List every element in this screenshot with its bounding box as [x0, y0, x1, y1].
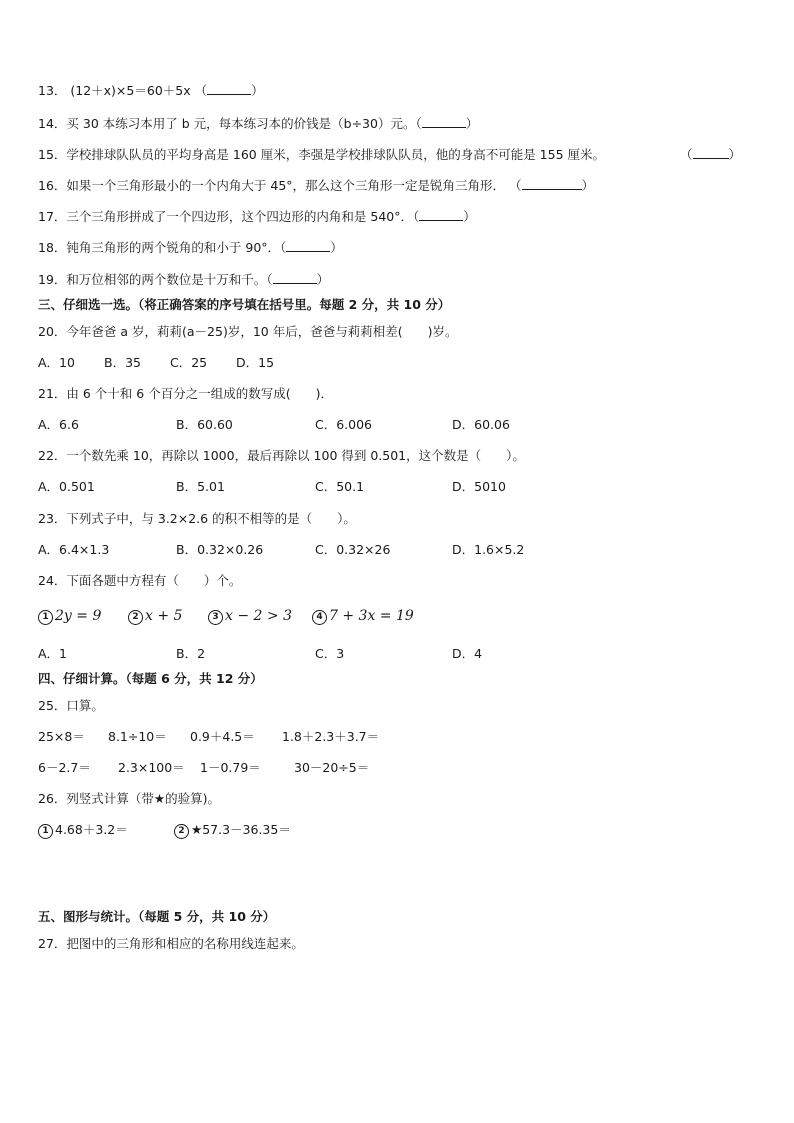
q21-option-b[interactable]: B．60.60: [176, 417, 233, 432]
section-3-title: 三、仔细选一选。（将正确答案的序号填在括号里。每题 2 分，共 10 分）: [38, 297, 451, 312]
question-26-stem: 26．列竖式计算（带★的验算)。: [38, 791, 220, 806]
q26-item-2: [174, 822, 291, 839]
question-27-stem: 27．把图中的三角形和相应的名称用线连起来。: [38, 936, 304, 951]
question-text: 14．买 30 本练习本用了 b 元，每本练习本的价钱是（b÷30）元。（: [38, 116, 422, 131]
q22-option-b[interactable]: B．5.01: [176, 479, 225, 494]
question-text: 18．钝角三角形的两个锐角的和小于 90°．（: [38, 240, 287, 255]
q24-item-4: [312, 608, 414, 625]
q25-calc: 6－2.7＝: [38, 760, 91, 775]
question-15: [38, 147, 605, 163]
q21-option-c[interactable]: C．6.006: [315, 417, 373, 432]
q23-option-b[interactable]: B．0.32×0.26: [176, 542, 264, 557]
question-text: 16．如果一个三角形最小的一个内角大于 45°，那么这个三角形一定是锐角三角形． （: [38, 178, 522, 193]
question-17: 17．三个三角形拼成了一个四边形，这个四边形的内角和是 540°．（ ）: [38, 209, 476, 224]
q25-calc: 8.1÷10＝: [108, 729, 167, 744]
q21-option-a[interactable]: A．6.6: [38, 417, 79, 432]
q21-option-d[interactable]: D．60.06: [452, 417, 510, 432]
q24-option-d[interactable]: D．4: [452, 646, 483, 661]
q24-item-3: [208, 608, 292, 625]
answer-blank[interactable]: [286, 241, 330, 252]
question-19: 19．和万位相邻的两个数位是十万和千。（ ）: [38, 272, 330, 287]
circled-number: 2: [174, 824, 189, 839]
question-21-stem: 21．由 6 个十和 6 个百分之一组成的数写成( )．: [38, 386, 333, 401]
math-expression: 2y = 9: [55, 608, 102, 624]
question-text: 17．三个三角形拼成了一个四边形，这个四边形的内角和是 540°．（: [38, 209, 420, 224]
q24-option-a[interactable]: A．1: [38, 646, 68, 661]
question-20-stem: 20．今年爸爸 a 岁，莉莉(a－25)岁，10 年后，爸爸与莉莉相差( )岁。: [38, 324, 458, 339]
q22-option-a[interactable]: A．0.501: [38, 479, 95, 494]
q23-option-d[interactable]: D．1.6×5.2: [452, 542, 525, 557]
q25-calc: 1－0.79＝: [200, 760, 261, 775]
q25-calc: 0.9＋4.5＝: [190, 729, 255, 744]
q20-option-a[interactable]: A．10: [38, 355, 75, 370]
answer-blank[interactable]: [273, 273, 317, 284]
question-14: 14．买 30 本练习本用了 b 元，每本练习本的价钱是（b÷30）元。（ ）: [38, 116, 479, 131]
question-16: 16．如果一个三角形最小的一个内角大于 45°，那么这个三角形一定是锐角三角形． （ ）: [38, 178, 595, 193]
q24-item-2: [128, 608, 182, 625]
q24-option-c[interactable]: C．3: [315, 646, 345, 661]
question-18: 18．钝角三角形的两个锐角的和小于 90°．（ ）: [38, 240, 343, 255]
calc-expression: 4.68＋3.2＝: [55, 822, 128, 837]
question-23-stem: 23．下列式子中，与 3.2×2.6 的积不相等的是（ ）。: [38, 511, 356, 526]
q24-option-b[interactable]: B．2: [176, 646, 206, 661]
circled-number: 4: [312, 610, 327, 625]
q23-option-c[interactable]: C．0.32×26: [315, 542, 391, 557]
math-expression: x + 5: [145, 608, 183, 624]
question-15-answer: （ ）: [680, 147, 742, 162]
answer-blank[interactable]: [419, 210, 463, 221]
question-text: 15．学校排球队队员的平均身高是 160 厘米，李强是学校排球队队员，他的身高不可能是 155 厘米。: [38, 147, 606, 162]
section-4-title: 四、仔细计算。（每题 6 分，共 12 分）: [38, 671, 263, 686]
q23-option-a[interactable]: A．6.4×1.3: [38, 542, 110, 557]
q25-calc: 30－20÷5＝: [294, 760, 370, 775]
q25-calc: 25×8＝: [38, 729, 85, 744]
question-text: 13． (12＋x)×5＝60＋5x （: [38, 83, 208, 98]
calc-expression: ★57.3－36.35＝: [191, 822, 291, 837]
circled-number: 2: [128, 610, 143, 625]
q20-option-b[interactable]: B．35: [104, 355, 141, 370]
section-5-title: 五、图形与统计。（每题 5 分，共 10 分）: [38, 909, 276, 924]
question-22-stem: 22．一个数先乘 10，再除以 1000，最后再除以 100 得到 0.501，这个数是（ ）。: [38, 448, 525, 463]
q20-option-d[interactable]: D．15: [236, 355, 275, 370]
q25-calc: 2.3×100＝: [118, 760, 185, 775]
math-expression: x − 2 > 3: [225, 608, 292, 624]
q26-item-1: [38, 822, 128, 839]
circled-number: 1: [38, 610, 53, 625]
answer-blank[interactable]: [522, 179, 582, 190]
q22-option-c[interactable]: C．50.1: [315, 479, 365, 494]
question-25-stem: 25．口算。: [38, 698, 104, 713]
circled-number: 1: [38, 824, 53, 839]
math-expression: 7 + 3x = 19: [329, 608, 414, 624]
q25-calc: 1.8＋2.3＋3.7＝: [282, 729, 380, 744]
q20-option-c[interactable]: C．25: [170, 355, 208, 370]
answer-blank[interactable]: [207, 84, 251, 95]
circled-number: 3: [208, 610, 223, 625]
q24-item-1: [38, 608, 101, 625]
answer-blank[interactable]: [422, 117, 466, 128]
question-text: 19．和万位相邻的两个数位是十万和千。（: [38, 272, 273, 287]
q22-option-d[interactable]: D．5010: [452, 479, 506, 494]
question-13: 13． (12＋x)×5＝60＋5x （ ）: [38, 83, 264, 98]
answer-blank[interactable]: [693, 148, 729, 159]
question-24-stem: 24．下面各题中方程有（ ）个。: [38, 573, 242, 588]
